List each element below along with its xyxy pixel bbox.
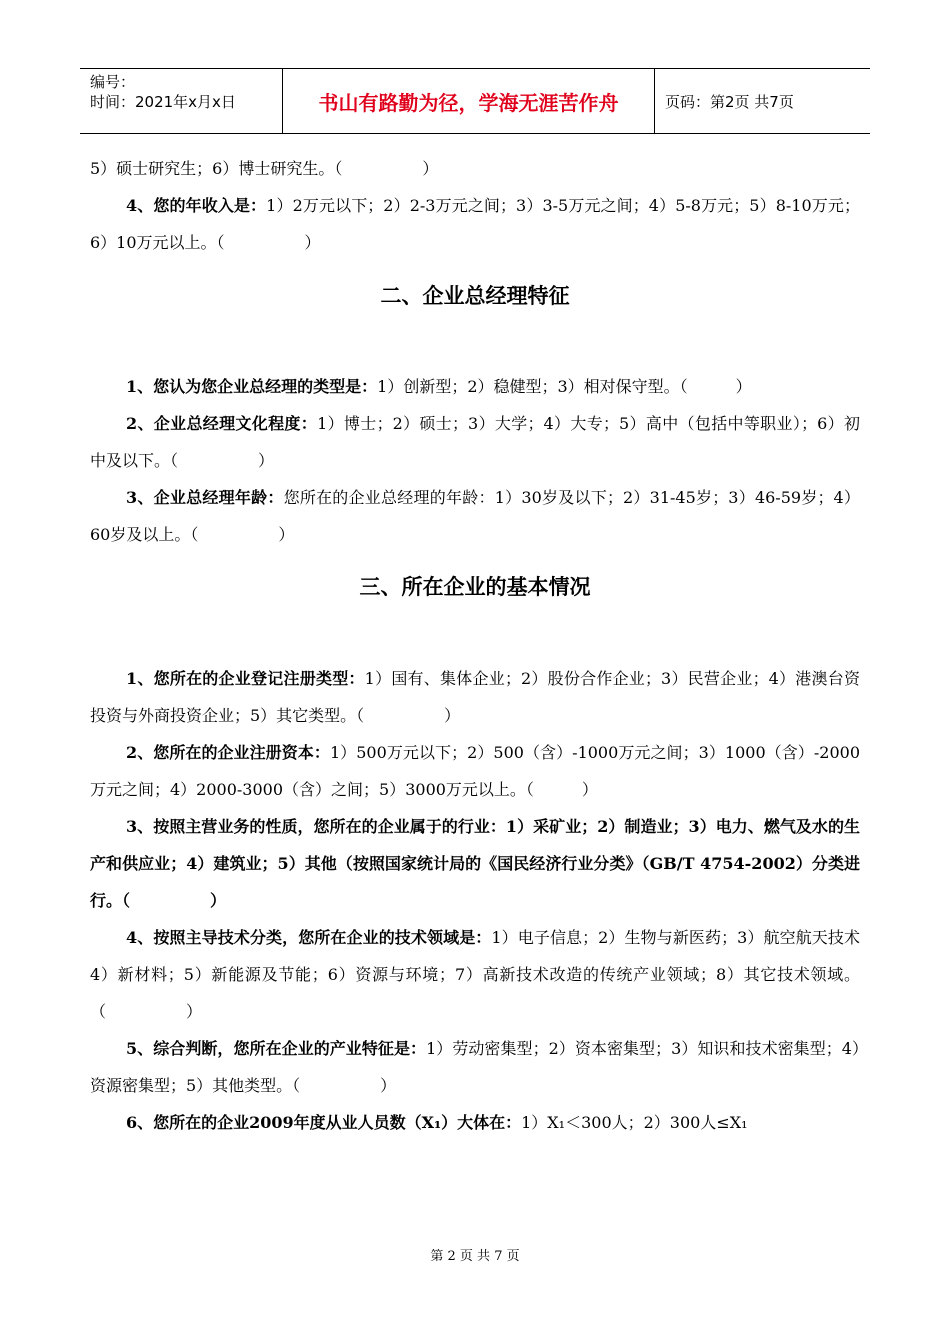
question-employees — [90, 1104, 860, 1141]
page-header — [80, 68, 870, 134]
question-label: 1、您认为您企业总经理的类型是： — [126, 377, 378, 396]
question-gm-type — [90, 368, 860, 405]
paragraph: 5）硕士研究生；6）博士研究生。（ ） — [90, 159, 439, 178]
question-options: 1）博士；2）硕士；3）大学；4）大专；5）高中（包括中等职业）；6）初中及以下。（ ） — [90, 414, 860, 470]
question-options: 1）500万元以下；2）500（含）-1000万元之间；3）1000（含）-2000万元之间；4）2000-3000（含）之间；5）3000万元以上。（ ） — [90, 743, 860, 799]
question-label: 4、按照主导技术分类，您所在企业的技术领域是： — [126, 928, 492, 947]
question-income — [90, 187, 860, 261]
document-number-label: 编号： — [90, 73, 136, 91]
question-options: 您所在的企业总经理的年龄：1）30岁及以下；2）31-45岁；3）46-59岁；4）60岁及以上。（ ） — [90, 488, 860, 544]
question-registered-capital — [90, 734, 860, 808]
question-label: 4、您的年收入是： — [126, 196, 267, 215]
question-label: 6、您所在的企业2009年度从业人员数（X₁）大体在： — [126, 1113, 522, 1132]
header-page-info: 页码：第2页 共7页 — [665, 92, 794, 111]
document-time-label: 时间：2021年x月x日 — [90, 93, 236, 111]
question-tech-field — [90, 919, 860, 1030]
question-registration-type — [90, 660, 860, 734]
header-meta — [80, 69, 283, 133]
question-gm-education — [90, 405, 860, 479]
question-options: 1）劳动密集型；2）资本密集型；3）知识和技术密集型；4）资源密集型；5）其他类型。（ ） — [90, 1039, 860, 1095]
section-title: 二、企业总经理特征 — [380, 284, 570, 308]
question-options: 1）2万元以下；2）2-3万元之间；3）3-5万元之间；4）5-8万元；5）8-10万元；6）10万元以上。（ ） — [90, 196, 860, 252]
question-label: 5、综合判断，您所在企业的产业特征是： — [126, 1039, 427, 1058]
question-gm-age — [90, 479, 860, 553]
question-options: 1）国有、集体企业；2）股份合作企业；3）民营企业；4）港澳台资投资与外商投资企业；5）其它类型。（ ） — [90, 669, 860, 725]
question-label: 3、企业总经理年龄： — [126, 488, 284, 507]
question-options: 1）X₁＜300人；2）300人≤X₁ — [521, 1113, 748, 1132]
question-label: 1、您所在的企业登记注册类型： — [126, 669, 365, 688]
page-footer: 第 2 页 共 7 页 — [430, 1249, 520, 1264]
question-label: 2、您所在的企业注册资本： — [126, 743, 330, 762]
document-body — [90, 150, 860, 1141]
question-industry: 3、按照主营业务的性质，您所在的企业属于的行业：1）采矿业；2）制造业；3）电力、燃气及水的生产和供应业；4）建筑业；5）其他（按照国家统计局的《国民经济行业分类》（GB/T 4754-2002）分类进行。（ ） — [90, 817, 860, 910]
question-industry-feature — [90, 1030, 860, 1104]
question-label: 2、企业总经理文化程度： — [126, 414, 318, 433]
question-options: 1）电子信息；2）生物与新医药；3）航空航天技术4）新材料；5）新能源及节能；6）资源与环境；7）高新技术改造的传统产业领域；8）其它技术领域。（ ） — [90, 928, 860, 1021]
section-title: 三、所在企业的基本情况 — [359, 575, 591, 599]
header-motto: 书山有路勤为径，学海无涯苦作舟 — [283, 69, 655, 133]
question-options: 1）创新型；2）稳健型；3）相对保守型。（ ） — [377, 377, 752, 396]
